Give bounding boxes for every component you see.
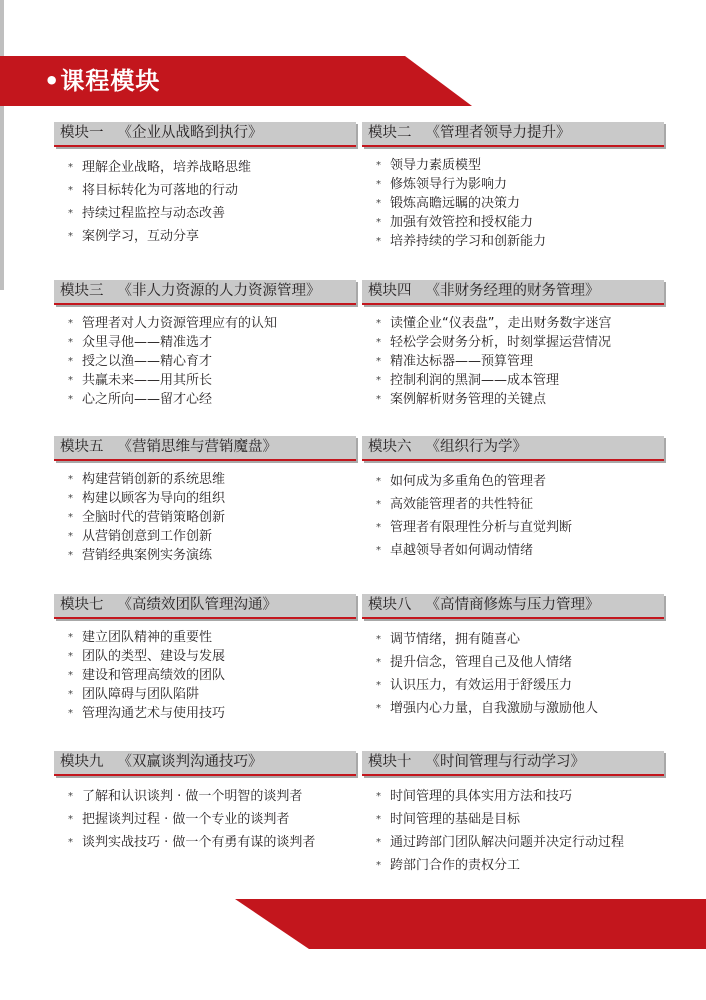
list-item: * 构建营销创新的系统思维 bbox=[54, 470, 356, 489]
module-card bbox=[362, 751, 664, 877]
module-label: 模块一 bbox=[60, 125, 104, 141]
module-topic-list bbox=[54, 156, 356, 248]
list-item: * 读懂企业“仪表盘”，走出财务数字迷宫 bbox=[362, 314, 664, 333]
list-item: * 培养持续的学习和创新能力 bbox=[362, 232, 664, 251]
list-item: * 增强内心力量，自我激励与激励他人 bbox=[362, 697, 664, 720]
list-item: * 共赢未来——用其所长 bbox=[54, 371, 356, 390]
list-item: * 建设和管理高绩效的团队 bbox=[54, 666, 356, 685]
list-item: * 心之所向——留才心经 bbox=[54, 390, 356, 409]
module-card bbox=[54, 594, 356, 723]
module-topic-list bbox=[54, 628, 356, 723]
list-item: * 将目标转化为可落地的行动 bbox=[54, 179, 356, 202]
module-title: 《管理者领导力提升》 bbox=[425, 125, 571, 141]
module-topic-list bbox=[362, 628, 664, 720]
module-title: 《非人力资源的人力资源管理》 bbox=[117, 283, 321, 299]
list-item: * 全脑时代的营销策略创新 bbox=[54, 508, 356, 527]
module-label: 模块八 bbox=[368, 597, 412, 613]
module-card bbox=[362, 594, 664, 720]
module-card bbox=[362, 280, 664, 409]
list-item: * 持续过程监控与动态改善 bbox=[54, 202, 356, 225]
list-item: * 管理沟通艺术与使用技巧 bbox=[54, 704, 356, 723]
module-title: 《时间管理与行动学习》 bbox=[425, 754, 585, 770]
list-item: * 通过跨部门团队解决问题并决定行动过程 bbox=[362, 831, 664, 854]
list-item: * 加强有效管控和授权能力 bbox=[362, 213, 664, 232]
module-header bbox=[362, 436, 664, 461]
list-item: * 时间管理的基础是目标 bbox=[362, 808, 664, 831]
list-item: * 高效能管理者的共性特征 bbox=[362, 493, 664, 516]
list-item: * 锻炼高瞻远瞩的决策力 bbox=[362, 194, 664, 213]
list-item: * 建立团队精神的重要性 bbox=[54, 628, 356, 647]
module-label: 模块七 bbox=[60, 597, 104, 613]
module-title: 《营销思维与营销魔盘》 bbox=[117, 439, 277, 455]
module-topic-list bbox=[362, 785, 664, 877]
list-item: * 构建以顾客为导向的组织 bbox=[54, 489, 356, 508]
module-title: 《双赢谈判沟通技巧》 bbox=[117, 754, 263, 770]
module-card bbox=[362, 122, 664, 251]
module-topic-list bbox=[362, 156, 664, 251]
list-item: * 认识压力，有效运用于舒缓压力 bbox=[362, 674, 664, 697]
list-item: * 时间管理的具体实用方法和技巧 bbox=[362, 785, 664, 808]
module-topic-list bbox=[54, 314, 356, 409]
module-card bbox=[362, 436, 664, 562]
module-header bbox=[54, 436, 356, 461]
module-header bbox=[362, 280, 664, 305]
module-header bbox=[54, 122, 356, 147]
list-item: * 领导力素质模型 bbox=[362, 156, 664, 175]
list-item: * 授之以渔——精心育才 bbox=[54, 352, 356, 371]
list-item: * 调节情绪，拥有随喜心 bbox=[362, 628, 664, 651]
list-item: * 理解企业战略，培养战略思维 bbox=[54, 156, 356, 179]
module-title: 《组织行为学》 bbox=[425, 439, 527, 455]
list-item: * 提升信念，管理自己及他人情绪 bbox=[362, 651, 664, 674]
module-label: 模块五 bbox=[60, 439, 104, 455]
list-item: * 从营销创意到工作创新 bbox=[54, 527, 356, 546]
list-item: * 案例解析财务管理的关键点 bbox=[362, 390, 664, 409]
list-item: * 营销经典案例实务演练 bbox=[54, 546, 356, 565]
module-card bbox=[54, 122, 356, 248]
list-item: * 修炼领导行为影响力 bbox=[362, 175, 664, 194]
module-header bbox=[362, 594, 664, 619]
list-item: * 团队的类型、建设与发展 bbox=[54, 647, 356, 666]
module-header bbox=[54, 751, 356, 776]
list-item: * 团队障碍与团队陷阱 bbox=[54, 685, 356, 704]
list-item: * 控制利润的黑洞——成本管理 bbox=[362, 371, 664, 390]
module-label: 模块十 bbox=[368, 754, 412, 770]
module-header bbox=[362, 122, 664, 147]
module-title: 《高情商修炼与压力管理》 bbox=[425, 597, 600, 613]
list-item: * 案例学习，互动分享 bbox=[54, 225, 356, 248]
module-title: 《企业从战略到执行》 bbox=[117, 125, 263, 141]
footer-decoration bbox=[235, 899, 706, 949]
module-card bbox=[54, 751, 356, 854]
module-header bbox=[362, 751, 664, 776]
module-label: 模块九 bbox=[60, 754, 104, 770]
module-header bbox=[54, 594, 356, 619]
list-item: * 精准达标器——预算管理 bbox=[362, 352, 664, 371]
list-item: * 管理者对人力资源管理应有的认知 bbox=[54, 314, 356, 333]
module-card bbox=[54, 436, 356, 565]
module-header bbox=[54, 280, 356, 305]
module-title: 《非财务经理的财务管理》 bbox=[425, 283, 600, 299]
list-item: * 把握谈判过程 · 做一个专业的谈判者 bbox=[54, 808, 356, 831]
module-topic-list bbox=[54, 785, 356, 854]
module-topic-list bbox=[362, 314, 664, 409]
list-item: * 轻松学会财务分析，时刻掌握运营情况 bbox=[362, 333, 664, 352]
module-title: 《高绩效团队管理沟通》 bbox=[117, 597, 277, 613]
list-item: * 卓越领导者如何调动情绪 bbox=[362, 539, 664, 562]
module-label: 模块六 bbox=[368, 439, 412, 455]
page-edge-divider bbox=[0, 0, 4, 290]
list-item: * 众里寻他——精准选才 bbox=[54, 333, 356, 352]
module-topic-list bbox=[54, 470, 356, 565]
list-item: * 谈判实战技巧 · 做一个有勇有谋的谈判者 bbox=[54, 831, 356, 854]
list-item: * 了解和认识谈判 · 做一个明智的谈判者 bbox=[54, 785, 356, 808]
module-label: 模块四 bbox=[368, 283, 412, 299]
list-item: * 管理者有限理性分析与直觉判断 bbox=[362, 516, 664, 539]
module-topic-list bbox=[362, 470, 664, 562]
section-title: •课程模块 bbox=[44, 67, 161, 95]
list-item: * 如何成为多重角色的管理者 bbox=[362, 470, 664, 493]
module-card bbox=[54, 280, 356, 409]
list-item: * 跨部门合作的责权分工 bbox=[362, 854, 664, 877]
module-label: 模块三 bbox=[60, 283, 104, 299]
module-label: 模块二 bbox=[368, 125, 412, 141]
